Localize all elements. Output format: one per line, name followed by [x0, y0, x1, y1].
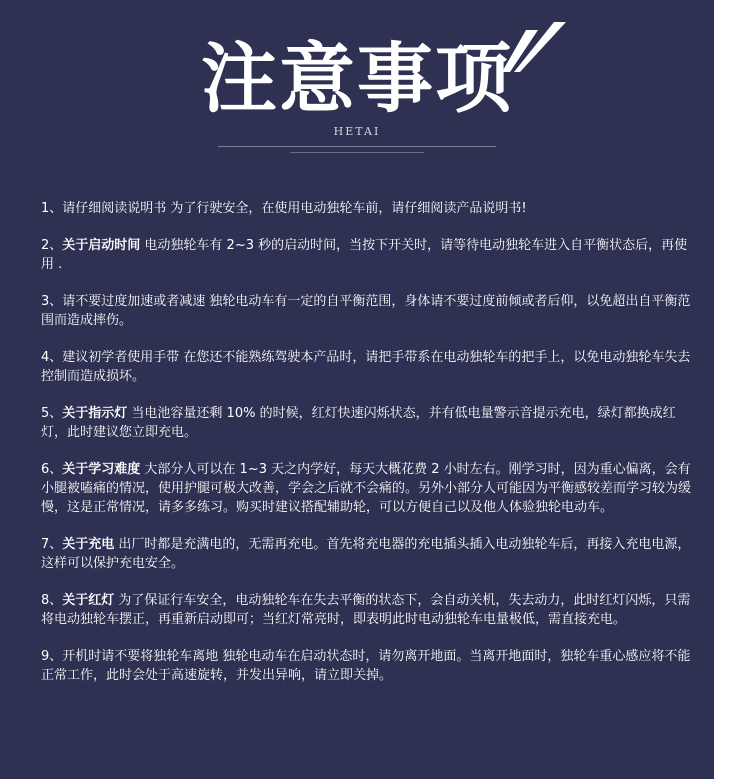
divider-line [218, 146, 496, 147]
list-item: 5、关于指示灯 当电池容量还剩 10% 的时候，红灯快速闪烁状态，并有低电量警示音提示充电，绿灯都换成红灯，此时建议您立即充电。 [41, 406, 676, 440]
brand-subtitle: HETAI [333, 125, 381, 138]
list-item: 9、开机时请不要将独轮车离地 独轮电动车在启动状态时，请勿离开地面。当离开地面时，独轮车重心感应将不能正常工作，此时会处于高速旋转，并发出异响，请立即关掉。 [41, 649, 691, 683]
list-item: 2、关于启动时间 电动独轮车有 2~3 秒的启动时间，当按下开关时，请等待电动独轮车进入自平衡状态后，再使用 . [41, 238, 688, 272]
list-item: 8、关于红灯 为了保证行车安全，电动独轮车在失去平衡的状态下，会自动关机，失去动力，此时红灯闪烁，只需将电动独轮车摆正，再重新启动即可；当红灯常亮时，即表明此时电动独轮车电量极低，需直接充电。 [41, 593, 691, 627]
divider-line-short [290, 152, 424, 153]
notice-list [41, 199, 691, 703]
slash-accent-icon [500, 20, 570, 76]
list-item: 4、建议初学者使用手带 在您还不能熟练驾驶本产品时，请把手带系在电动独轮车的把手上，以免电动独轮车失去控制而造成损坏。 [41, 350, 691, 384]
page-title: 注意事项 [201, 34, 513, 123]
list-item: 6、关于学习难度 大部分人可以在 1~3 天之内学好，每天大概花费 2 小时左右。刚学习时，因为重心偏离，会有小腿被嗑痛的情况，使用护腿可极大改善，学会之后就不会痛的。另外小部分人可能因为平衡感较差而学习较为缓慢，这是正常情况，请多多练习。购买时建议搭配辅助轮，可以方便自己以及他人体验独轮电动车。 [41, 462, 692, 515]
list-item: 1、请仔细阅读说明书 为了行驶安全，在使用电动独轮车前，请仔细阅读产品说明书! [41, 201, 527, 216]
list-item: 7、关于充电 出厂时都是充满电的，无需再充电。首先将充电器的充电插头插入电动独轮车后，再接入充电电源，这样可以保护充电安全。 [41, 537, 691, 571]
list-item: 3、请不要过度加速或者减速 独轮电动车有一定的自平衡范围，身体请不要过度前倾或者后仰，以免超出自平衡范围而造成摔伤。 [41, 294, 691, 328]
